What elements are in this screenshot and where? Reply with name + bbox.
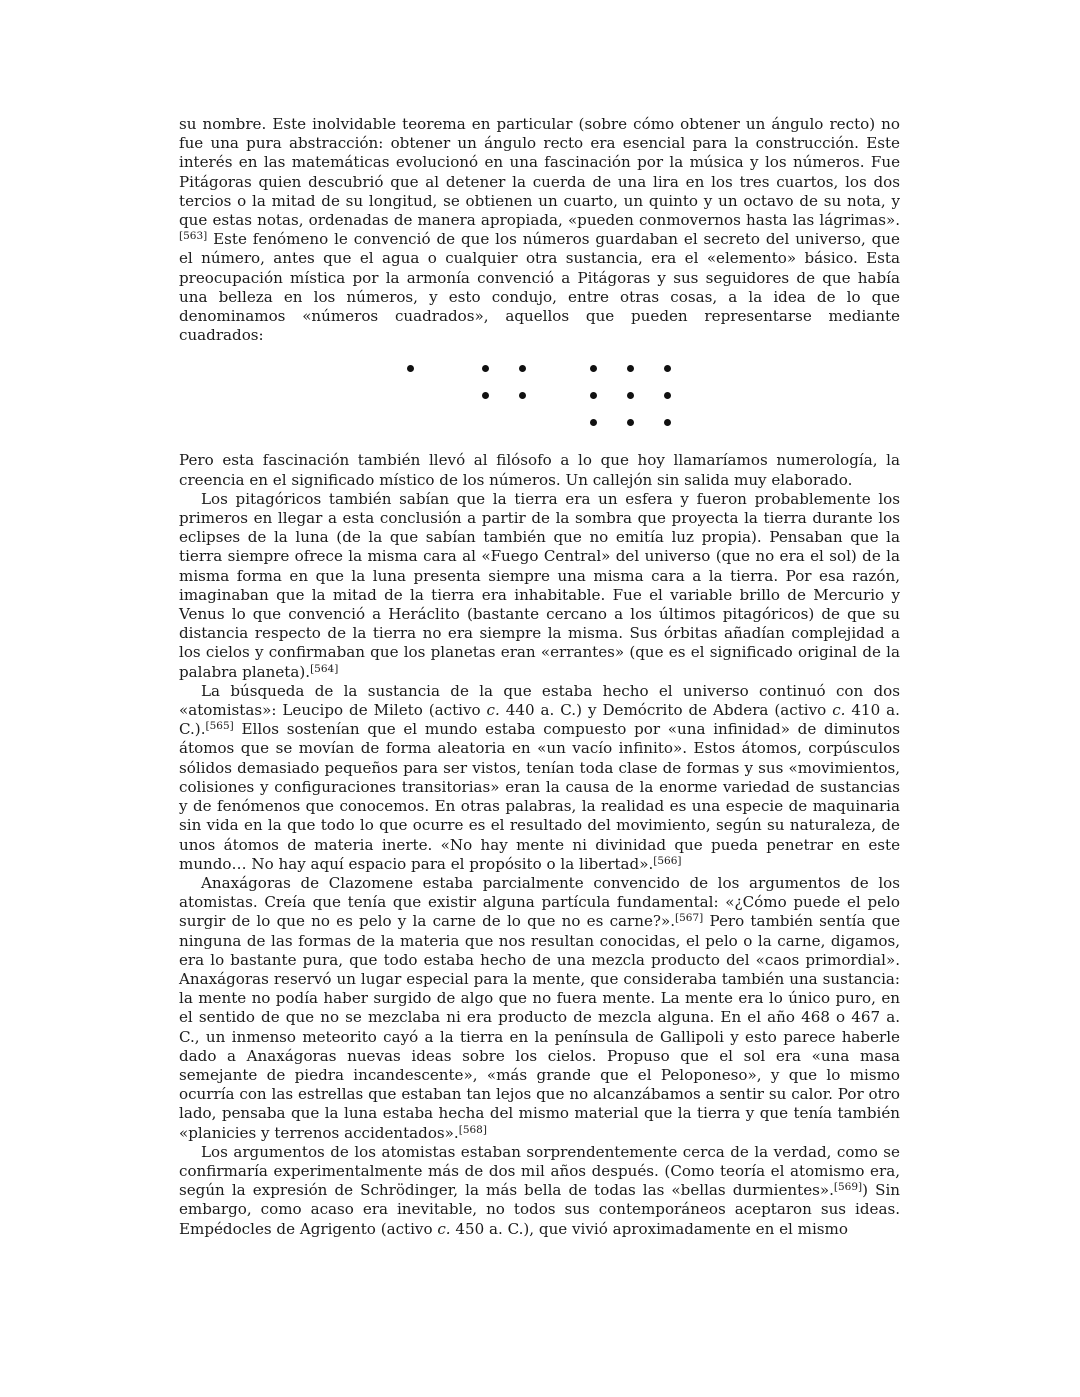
text-run: ) Sin embargo, como acaso era inevitable, no todos sus contemporáneos aceptaron sus ideas. Empédocles de Agrigento (activo (179, 1181, 900, 1238)
dot (590, 365, 597, 372)
text-run: 450 a. C.), que vivió aproximadamente en el mismo (450, 1219, 848, 1238)
dot (664, 365, 671, 372)
text-run: Ellos sostenían que el mundo estaba compuesto por «una infinidad» de diminutos átomos que se movían de forma aleatoria en «un vacío infinito». Estos átomos, corpúsculos sólidos demasiado pequeños para ser vistos, tenían toda clase de formas y sus «movimientos, colisiones y configuraciones transitorias» eran la causa de la enorme variedad de sustancias y de fenómenos que conocemos. En otras palabras, la realidad es una especie de maquinaria sin vida en la que todo lo que ocurre es el resultado del movimiento, según su naturaleza, de unos átomos de materia inerte. «No hay mente ni divinidad que pueda penetrar en este mundo… No hay aquí espacio para el propósito o la libertad». (179, 720, 900, 873)
italic-run: c. (437, 1219, 451, 1238)
text-run: Anaxágoras de Clazomene estaba parcialmente convencido de los argumentos de los atomistas. Creía que tenía que existir alguna partícula fundamental: «¿Cómo puede el pelo surgir de lo que no es pelo y la carne de lo que no es carne?». (179, 873, 900, 931)
text-run: 440 a. C.) y Demócrito de Abdera (activo (499, 701, 833, 720)
paragraph (179, 451, 900, 489)
footnote-ref: [567] (675, 912, 704, 925)
dot (519, 365, 526, 372)
italic-run: c. (832, 701, 846, 720)
text-run: Los argumentos de los atomistas estaban sorprendentemente cerca de la verdad, como se confirmaría experimentalmente más de dos mil años después. (Como teoría el atomismo era, según la expresión de Schrödinger, la más bella de todas las «bellas durmientes». (179, 1142, 900, 1200)
dot (407, 365, 414, 372)
text-run: Este fenómeno le convenció de que los números guardaban el secreto del universo, que el número, antes que el agua o cualquier otra sustancia, era el «elemento» básico. Esta preocupación mística por la armonía convenció a Pitágoras y sus seguidores de que había una belleza en los números, y esto condujo, entre otras cosas, a la idea de lo que denominamos «números cuadrados», aquellos que pueden representarse mediante cuadrados: (179, 230, 900, 345)
square-numbers-figure (179, 345, 900, 451)
dot (627, 419, 634, 426)
dot (664, 392, 671, 399)
text-run: Pero esta fascinación también llevó al filósofo a lo que hoy llamaríamos numerología, la creencia en el significado místico de los números. Un callejón sin salida muy elaborado. (179, 451, 900, 489)
paragraph (179, 874, 900, 1143)
paragraph (179, 115, 900, 345)
footnote-ref: [568] (458, 1123, 487, 1136)
dot (519, 392, 526, 399)
footnote-ref: [569] (833, 1181, 863, 1194)
dot (627, 392, 634, 399)
dot (482, 392, 489, 399)
footnote-ref: [564] (310, 662, 339, 675)
dot (627, 365, 634, 372)
italic-run: c. (486, 701, 500, 720)
text-run: Pero también sentía que ninguna de las formas de la materia que nos resultan conocidas, el pelo o la carne, digamos, era lo bastante pura, que todo estaba hecho de una mezcla producto del «caos primordial». Anaxágoras reservó un lugar especial para la mente, que consideraba también una sustancia: la mente no podía haber surgido de algo que no fuera mente. La mente era lo único puro, en el sentido de que no se mezclaba ni era producto de mezcla alguna. En el año 468 o 467 a. C., un inmenso meteorito cayó a la tierra en la península de Gallipoli y esto parece haberle dado a Anaxágoras nuevas ideas sobre los cielos. Propuso que el sol era «una masa semejante de piedra incandescente», «más grande que el Peloponeso», y que lo mismo ocurría con las estrellas que estaban tan lejos que no alcanzábamos a sentir su calor. Por otro lado, pensaba que la luna estaba hecha del mismo material que la tierra y que tenía también «planicies y terrenos accidentados». (179, 912, 901, 1142)
dot (590, 392, 597, 399)
text-run: 410 a. C.). (179, 701, 900, 739)
paragraph (179, 682, 900, 874)
dot (590, 419, 597, 426)
paragraph (179, 1143, 900, 1239)
text-run: su nombre. Este inolvidable teorema en particular (sobre cómo obtener un ángulo recto) no fue una pura abstracción: obtener un ángulo recto era esencial para la construcción. Este interés en las matemáticas evolucionó en una fascinación por la música y los números. Fue Pitágoras quien descubrió que al detener la cuerda de una lira en los tres cuartos, los dos tercios o la mitad de su longitud, se obtienen un cuarto, un quinto y un octavo de su nota, y que estas notas, ordenadas de manera apropiada, «pueden conmovernos hasta las lágrimas». (179, 115, 900, 230)
dot (664, 419, 671, 426)
text-run: La búsqueda de la sustancia de la que estaba hecho el universo continuó con dos «atomistas»: Leucipo de Mileto (activo (179, 681, 900, 720)
footnote-ref: [563] (179, 230, 208, 243)
paragraph (179, 490, 900, 682)
text-run: Los pitagóricos también sabían que la tierra era un esfera y fueron probablemente los primeros en llegar a esta conclusión a partir de la sombra que proyecta la tierra durante los eclipses de la luna (de la que sabían también que no emitía luz propia). Pensaban que la tierra siempre ofrece la misma cara al «Fuego Central» del universo (que no era el sol) de la misma forma en que la luna presenta siempre una misma cara a la tierra. Por esa razón, imaginaban que la mitad de la tierra era inhabitable. Fue el variable brillo de Mercurio y Venus lo que convenció a Heráclito (bastante cercano a los últimos pitagóricos) de que su distancia respecto de la tierra no era siempre la misma. Sus órbitas añadían complejidad a los cielos y confirmaban que los planetas eran «errantes» (que es el significado original de la palabra planeta). (179, 489, 900, 681)
footnote-ref: [565] (205, 720, 234, 733)
dot (482, 365, 489, 372)
page-body (179, 115, 900, 1239)
footnote-ref: [566] (653, 854, 682, 867)
